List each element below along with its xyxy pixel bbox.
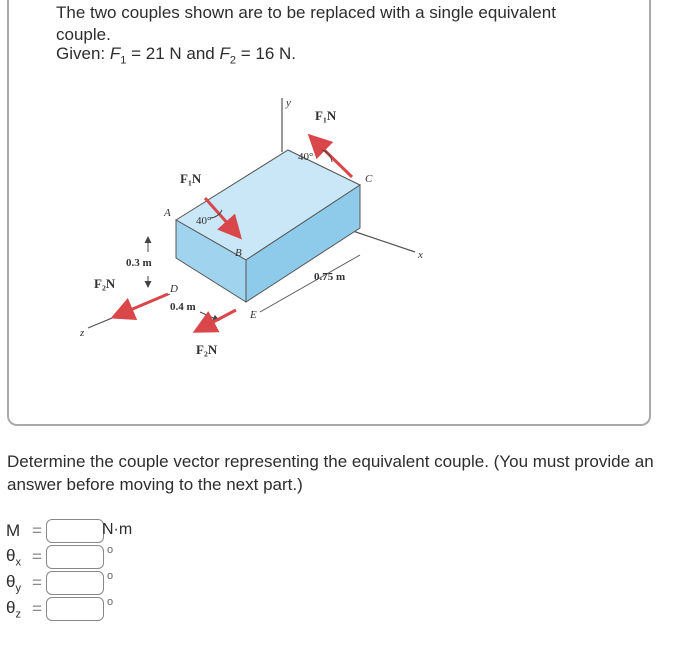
question-text: Determine the couple vector representing the equivalent couple. (You must provide an answer before moving to the next part.): [7, 452, 654, 494]
f2-symbol: F: [219, 44, 230, 63]
theta-x-input[interactable]: [46, 545, 104, 569]
moment-row: [6, 518, 133, 544]
theta-z-input[interactable]: [46, 597, 104, 621]
f2-value: = 16 N.: [236, 44, 297, 63]
point-d-label: D: [170, 283, 178, 295]
y-axis-label: y: [286, 97, 291, 109]
f2-label-left: F₂N: [94, 276, 116, 291]
statement-line-1: The two couples shown are to be replaced with a single equivalent: [56, 3, 556, 22]
given-values: [56, 44, 296, 66]
f2-label-bottom: F₂N: [196, 342, 218, 357]
theta-x-row: [6, 544, 114, 570]
angle-label-mid: 40°: [196, 215, 212, 227]
problem-statement: [56, 2, 556, 46]
f1-subscript: 1: [120, 54, 127, 67]
point-b-label: B: [235, 247, 242, 259]
couple-diagram: [60, 80, 460, 380]
f2-arrow-bottom: [198, 310, 236, 330]
dim-04-label: 0.4 m: [170, 301, 196, 313]
moment-equals: =: [32, 521, 42, 540]
theta-x-equals: =: [32, 547, 42, 566]
f1-label-top: F₁N: [315, 108, 337, 123]
statement-line-2: couple.: [56, 25, 111, 44]
point-e-label: E: [250, 309, 257, 321]
f1-label-mid: F₁N: [180, 171, 202, 186]
point-c-label: C: [365, 173, 373, 185]
dim-04-arrow: [200, 312, 218, 320]
theta-x-symbol: θ: [6, 545, 16, 565]
theta-z-row: [6, 596, 114, 622]
moment-label: M: [6, 521, 21, 540]
f2-arrow-left: [116, 294, 168, 316]
theta-y-input[interactable]: [46, 571, 104, 595]
theta-y-sub: y: [15, 582, 21, 595]
theta-x-degree: o: [107, 544, 114, 556]
f1-symbol: F: [109, 44, 121, 63]
theta-z-symbol: θ: [6, 597, 16, 617]
theta-y-equals: =: [32, 573, 42, 592]
given-prefix: Given:: [56, 44, 106, 63]
theta-y-degree: o: [107, 570, 114, 582]
z-axis-label: z: [80, 327, 85, 339]
theta-z-sub: z: [15, 608, 21, 621]
dim-03-label: 0.3 m: [126, 257, 152, 269]
theta-y-row: [6, 570, 114, 596]
theta-y-symbol: θ: [6, 571, 16, 591]
angle-label-top: 40°: [298, 151, 314, 163]
dim-075-label: 0.75 m: [314, 271, 346, 283]
moment-input[interactable]: [46, 519, 104, 543]
point-a-label: A: [164, 207, 171, 219]
f2-subscript: 2: [229, 54, 236, 67]
x-axis-line: [350, 230, 415, 252]
theta-z-degree: o: [107, 596, 114, 608]
moment-unit: N·m: [102, 521, 133, 538]
f1-value: = 21 N and: [126, 44, 220, 63]
theta-x-sub: x: [15, 556, 21, 569]
theta-z-equals: =: [32, 599, 42, 618]
x-axis-label: x: [418, 249, 423, 261]
